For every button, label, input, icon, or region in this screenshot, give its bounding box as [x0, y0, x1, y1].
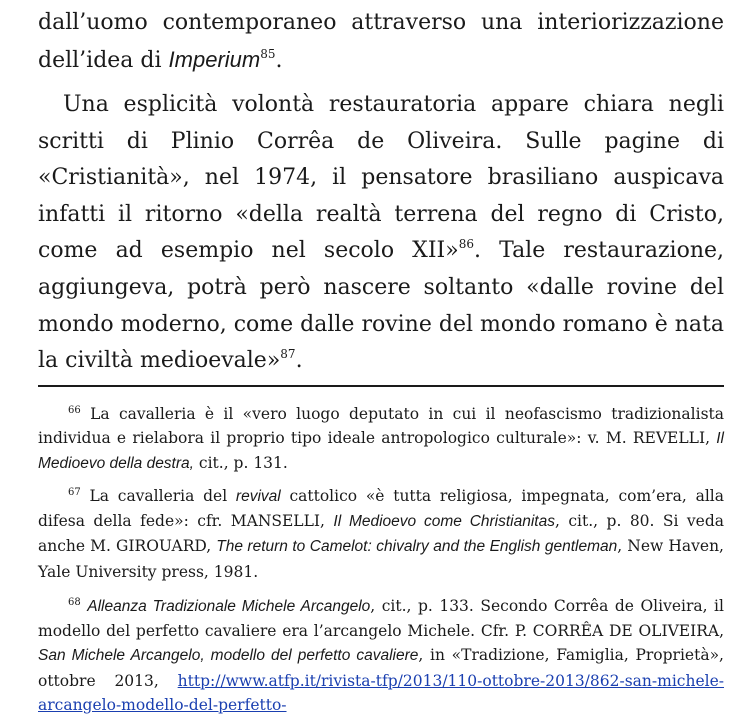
body-paragraph-2	[38, 87, 724, 380]
text-run: , cit., p. 80. Si veda anche M. GIROUARD,	[38, 512, 725, 556]
italic-term: revival	[235, 488, 281, 505]
text-run: cit., p. 131.	[193, 454, 288, 473]
text-run: dall’uomo contemporaneo attraverso una interiorizzazione dell’idea di	[38, 10, 724, 73]
text-run: , in «Tradizione, Famiglia, Proprietà», ottobre 2013,	[38, 646, 724, 690]
text-run: . Tale restaurazione, aggiungeva, potrà però nascere soltanto «dalle rovine del mondo moderno, come dalle rovine del mondo romano è nata la civiltà medioevale»	[38, 238, 724, 374]
text-run: Una esplicità volontà restauratoria appare chiara negli scritti di Plinio Corrêa de Oliveira. Sulle pagine di «Cristianità», nel 1974, il pensatore brasiliano auspicava infatti il ritorno «della realtà terrena del regno di Cristo, come ad esempio nel secolo XII»	[38, 92, 724, 264]
body-paragraph-1	[38, 5, 724, 79]
footnote-number: 68	[68, 597, 81, 608]
footnote-67	[38, 484, 724, 584]
italic-title: Alleanza Tradizionale Michele Arcangelo	[87, 598, 371, 615]
source-link[interactable]: http://www.atfp.it/rivista-tfp/2013/110-ottobre-2013/862-san-michele-arcangelo-modello-del-perfetto-	[38, 671, 724, 714]
footnote-66	[38, 402, 724, 477]
text-run: La cavalleria del	[89, 487, 236, 505]
italic-title: Il Medioevo come Christianitas	[333, 513, 555, 531]
text-run: , cit., p. 133. Secondo Corrêa de Oliveira, il modello del perfetto cavaliere era l’arcangelo Michele. Cfr. P. CORRÊA DE OLIVEIRA,	[38, 597, 724, 641]
footnote-ref-87: 87	[280, 347, 296, 362]
italic-title: The return to Camelot: chivalry and the English gentleman	[216, 538, 618, 556]
italic-title: San Michele Arcangelo, modello del perfetto cavaliere	[38, 647, 419, 665]
text-run: .	[275, 47, 283, 73]
text-run: cattolico «è tutta religiosa, impegnata, com’era, alla difesa della fede»: cfr. MANSELLI,	[38, 487, 724, 531]
text-run: , New Haven, Yale University press, 1981.	[38, 537, 724, 581]
text-run: .	[295, 348, 303, 374]
footnote-ref-85: 85	[260, 46, 276, 61]
italic-title: Il Medioevo della destra,	[38, 430, 724, 473]
footnote-number: 66	[68, 405, 81, 416]
footnote-ref-86: 86	[458, 237, 474, 252]
footnote-separator	[38, 385, 724, 387]
footnote-68	[38, 594, 724, 717]
text-run: La cavalleria è il «vero luogo deputato in cui il neofascismo tradizionalista individua e rielabora il proprio tipo ideale antropologico culturale»: v. M. REVELLI,	[38, 405, 724, 448]
footnote-number: 67	[68, 487, 81, 498]
italic-term: Imperium	[168, 46, 261, 72]
